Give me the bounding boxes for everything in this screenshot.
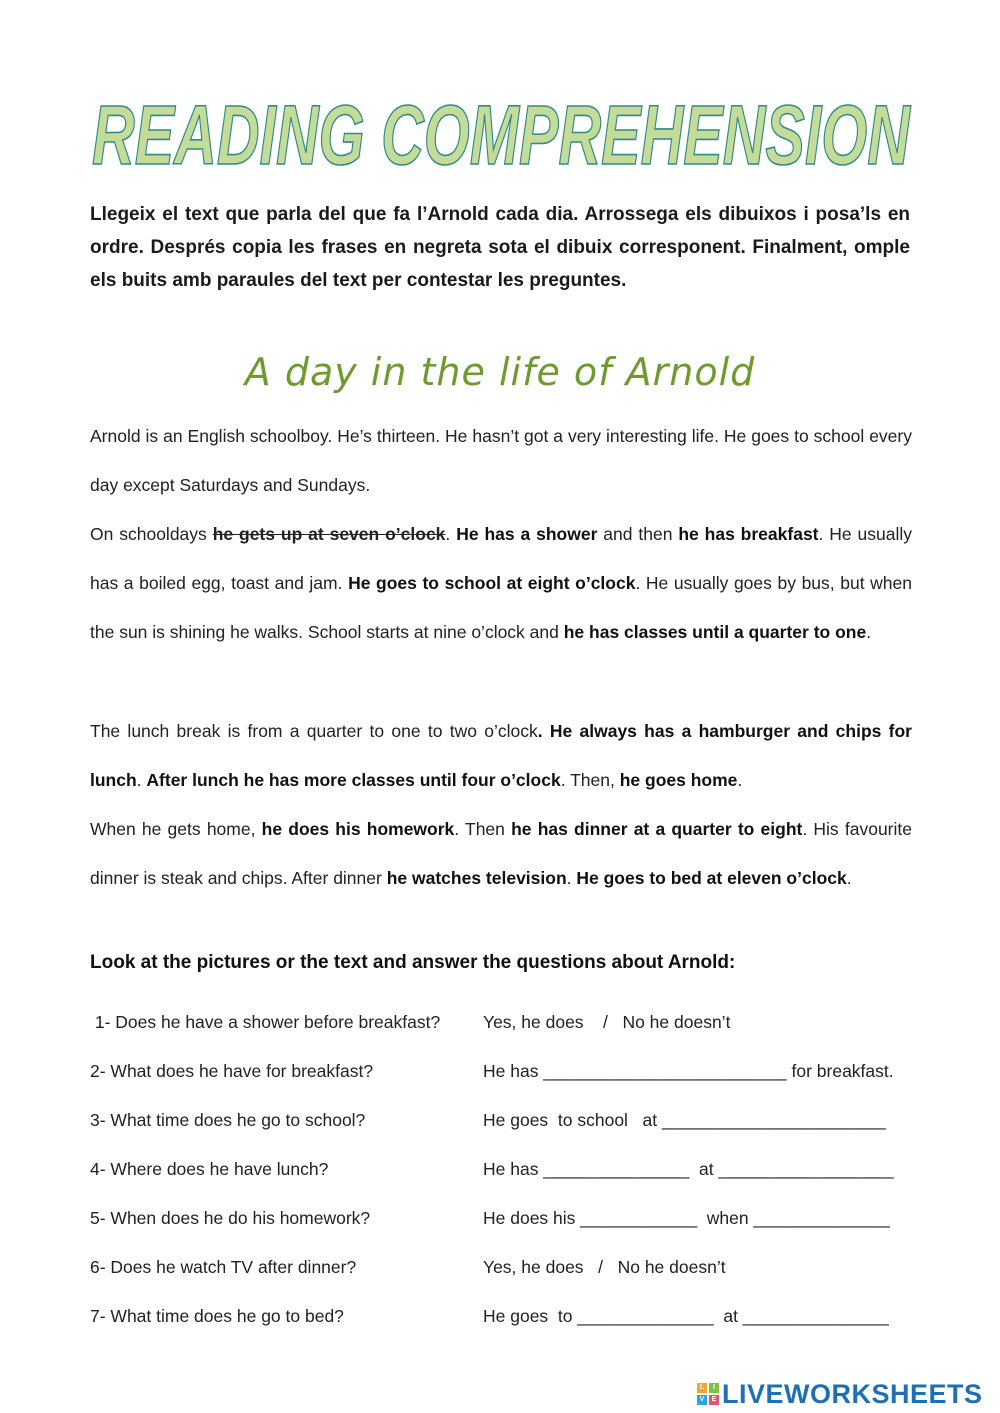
logo-mark-letter: I	[709, 1383, 719, 1393]
question-text: 7- What time does he go to bed?	[90, 1306, 344, 1326]
paragraph-4	[90, 805, 912, 903]
text-span: The lunch break is from a quarter to one to two o’clock	[90, 721, 538, 741]
paragraph-1: Arnold is an English schoolboy. He’s thirteen. He hasn’t got a very interesting life. He goes to school every day except Saturdays and Sundays.	[90, 426, 912, 495]
answer-blank-field[interactable]: He does his ____________ when ______________	[483, 1208, 890, 1228]
question-text: 1- Does he have a shower before breakfast?	[90, 1012, 441, 1032]
text-span: On schooldays	[90, 524, 213, 544]
text-span: and then	[597, 524, 679, 544]
answer-blank-field[interactable]: He goes to school at _______________________	[483, 1110, 886, 1130]
logo-mark-letter: E	[709, 1395, 719, 1405]
worksheet-title	[90, 88, 912, 178]
answer-blank-field[interactable]: He has _______________ at __________________	[483, 1159, 894, 1179]
story-title: A day in the life of Arnold	[244, 350, 756, 394]
instructions: Llegeix el text que parla del que fa l’Arnold cada dia. Arrossega els dibuixos i posa’ls en ordre. Després copia les frases en negreta sota el dibuix corresponent. Finalment, omple els buits amb paraules del text per contestar les preguntes.	[90, 204, 910, 291]
question-row	[90, 1306, 920, 1336]
bold-sentence: he has classes until a quarter to one	[563, 622, 867, 642]
bold-sentence: . He always has a hamburger and chips for lunch	[90, 721, 912, 790]
bold-sentence: After lunch he has more classes until four o’clock	[146, 770, 561, 790]
text-span: .	[866, 622, 872, 642]
question-row	[90, 1208, 920, 1238]
logo-text: LIVEWORKSHEETS	[722, 1378, 983, 1409]
bold-sentence: He has a shower	[456, 524, 598, 544]
question-row	[90, 1159, 920, 1189]
answer-blank-field[interactable]: He has _________________________ for breakfast.	[483, 1061, 894, 1081]
paragraph-3	[90, 707, 912, 805]
bold-sentence: he goes home	[619, 770, 738, 790]
text-span: When he gets home,	[90, 819, 262, 839]
questions-heading: Look at the pictures or the text and answer the questions about Arnold:	[90, 952, 736, 973]
text-span: .	[737, 770, 743, 790]
question-text: 4- Where does he have lunch?	[90, 1159, 329, 1179]
answer-choice-field[interactable]: Yes, he does / No he doesn’t	[483, 1257, 726, 1277]
text-span: . Then,	[560, 770, 620, 790]
bold-sentence: He goes to bed at eleven o’clock	[576, 868, 847, 888]
question-row	[90, 1061, 920, 1091]
text-span: .	[445, 524, 457, 544]
worksheet-title-text: READING COMPREHENSION	[92, 88, 912, 178]
liveworksheets-logo[interactable]	[697, 1378, 983, 1410]
text-span: .	[846, 868, 852, 888]
logo-mark-letter: L	[697, 1383, 707, 1393]
text-span: .	[136, 770, 147, 790]
question-text: 2- What does he have for breakfast?	[90, 1061, 374, 1081]
question-row	[90, 1110, 920, 1140]
question-text: 5- When does he do his homework?	[90, 1208, 371, 1228]
bold-sentence: he watches television	[386, 868, 567, 888]
text-span: .	[566, 868, 577, 888]
bold-sentence: He goes to school at eight o’clock	[348, 573, 636, 593]
bold-sentence: he does his homework	[261, 819, 455, 839]
text-span: . He usually has a boiled egg, toast and jam.	[90, 524, 913, 593]
question-row	[90, 1012, 920, 1042]
bold-sentence: he has dinner at a quarter to eight	[511, 819, 803, 839]
text-span: . His favourite dinner is steak and chips. After dinner	[90, 819, 912, 888]
paragraph-2	[90, 510, 912, 657]
logo-mark-icon	[697, 1383, 719, 1405]
answer-blank-field[interactable]: He goes to ______________ at _______________	[483, 1306, 889, 1326]
bold-sentence: he has breakfast	[678, 524, 819, 544]
text-span: . Then	[454, 819, 512, 839]
question-text: 6- Does he watch TV after dinner?	[90, 1257, 357, 1277]
text-span: . He usually goes by bus, but when the sun is shining he walks. School starts at nine o’clock and	[90, 573, 912, 642]
logo-mark-letter: V	[697, 1395, 707, 1405]
crossed-out-sentence: he gets up at seven o’clock	[212, 524, 446, 544]
question-row	[90, 1257, 920, 1287]
question-text: 3- What time does he go to school?	[90, 1110, 366, 1130]
answer-choice-field[interactable]: Yes, he does / No he doesn’t	[483, 1012, 731, 1032]
